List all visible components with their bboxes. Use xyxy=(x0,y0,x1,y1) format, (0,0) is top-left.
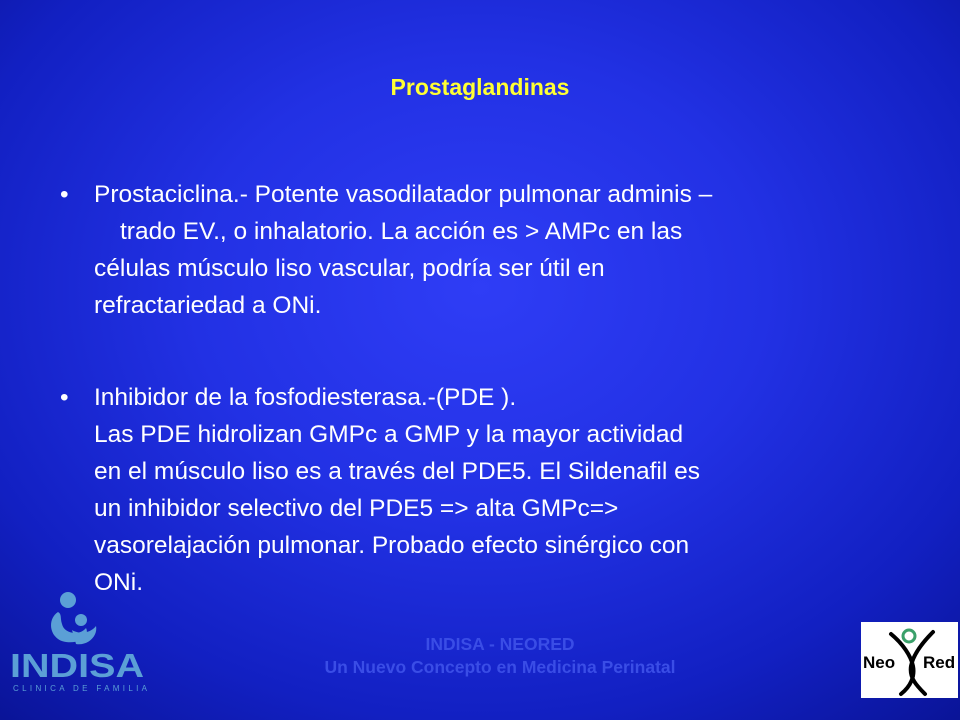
footer xyxy=(260,633,740,679)
bullet-prostaciclina xyxy=(60,176,924,324)
indisa-figure-icon xyxy=(51,592,96,644)
bullet-text-line: un inhibidor selectivo del PDE5 => alta GMPc=> xyxy=(94,495,619,522)
bullet-text-line: trado EV., o inhalatorio. La acción es > AMPc en las xyxy=(120,218,683,245)
neored-red-text: Red xyxy=(923,653,956,672)
bullet-text-line: refractariedad a ONi. xyxy=(94,292,322,319)
neored-logo xyxy=(861,622,958,698)
bullet-text-line: Prostaciclina.- Potente vasodilatador pulmonar adminis – xyxy=(94,181,713,208)
bullet-inhibidor-pde xyxy=(60,379,924,601)
bullet-text-line: Las PDE hidrolizan GMPc a GMP y la mayor actividad xyxy=(94,421,684,448)
indisa-logo xyxy=(8,590,158,695)
neored-head-icon xyxy=(903,630,915,642)
slide-title: Prostaglandinas xyxy=(390,74,570,100)
bullet-text-line: ONi. xyxy=(94,569,143,596)
bullet-marker: • xyxy=(60,384,69,411)
bullet-text-line: vasorelajación pulmonar. Probado efecto sinérgico con xyxy=(94,532,690,559)
footer-line-1: INDISA - NEORED xyxy=(425,634,575,654)
indisa-wordmark: INDISA xyxy=(10,647,144,684)
bullet-marker: • xyxy=(60,181,69,208)
bullet-text-line: en el músculo liso es a través del PDE5. El Sildenafil es xyxy=(94,458,700,485)
neored-neo-text: Neo xyxy=(863,653,896,672)
bullet-text-line: Inhibidor de la fosfodiesterasa.-(PDE ). xyxy=(94,384,517,411)
bullet-text-line: células músculo liso vascular, podría ser útil en xyxy=(94,255,605,282)
indisa-tagline: CLINICA DE FAMILIA xyxy=(13,684,147,693)
footer-line-2: Un Nuevo Concepto en Medicina Perinatal xyxy=(324,657,676,677)
